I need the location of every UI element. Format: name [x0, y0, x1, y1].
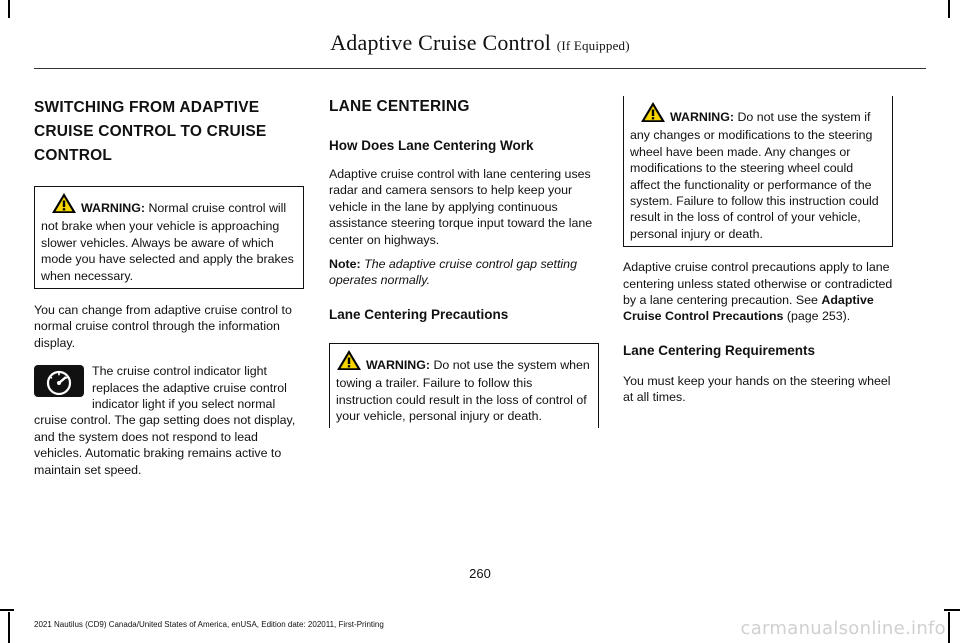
column-middle	[329, 96, 599, 428]
section-heading: LANE CENTERING	[329, 98, 470, 115]
cross-reference-link[interactable]: Adaptive Cruise Control Precautions	[623, 293, 874, 324]
section-heading: SWITCHING FROM ADAPTIVE CRUISE CONTROL TO CRUISE CONTROL	[34, 99, 267, 164]
warning-box	[329, 343, 599, 429]
warning-triangle-icon	[640, 101, 666, 127]
page-reference: (page 253).	[786, 309, 851, 324]
paragraph: The cruise control indicator light replaces the adaptive cruise control indicator light if you select normal cruise control. The gap setting does not display, and the system does not respond to lead vehicles. Automatic braking remains active to maintain set speed.	[34, 364, 296, 477]
crop-mark	[948, 612, 950, 643]
crop-mark	[948, 0, 950, 18]
paragraph: You must keep your hands on the steering wheel at all times.	[623, 373, 891, 405]
warning-paragraph	[630, 101, 886, 242]
warning-paragraph	[336, 349, 592, 425]
warning-box	[623, 96, 893, 247]
warning-triangle-icon	[336, 349, 362, 375]
page-title	[330, 30, 630, 55]
warning-triangle-icon	[51, 192, 77, 218]
warning-text: Do not use the system if any changes or modifications to the steering wheel have been made. Any changes or modifications to the steering wheel could affect the functionality or performance of the system. Failure to follow this instruction could result in the loss of control of your vehicle, personal injury or death.	[630, 110, 879, 241]
warning-paragraph	[41, 192, 297, 284]
page-header	[34, 30, 926, 56]
paragraph: Adaptive cruise control with lane centering uses radar and camera sensors to help keep your vehicle in the lane by applying continuous assistance steering torque input toward the lane center on highways.	[329, 167, 593, 247]
warning-label: WARNING:	[366, 357, 431, 372]
crop-mark	[8, 0, 10, 18]
warning-label: WARNING:	[670, 110, 735, 124]
warning-box	[34, 186, 304, 289]
note-label: Note:	[329, 257, 361, 272]
crop-mark	[944, 609, 960, 611]
subsection-heading: How Does Lane Centering Work	[329, 138, 534, 153]
cruise-control-indicator-icon	[34, 365, 84, 397]
warning-text: Do not use the system when towing a trailer. Failure to follow this instruction could result in the loss of control of your vehicle, personal injury or death.	[336, 357, 590, 424]
page-number: 260	[469, 566, 491, 581]
header-divider	[34, 68, 926, 69]
warning-text: Normal cruise control will not brake when your vehicle is approaching slower vehicles. Always be aware of which mode you have selected and apply the brakes when necessary.	[41, 201, 294, 283]
paragraph-text: Adaptive cruise control precautions apply to lane centering unless stated otherwise or contradicted by a lane centering precaution. See	[623, 260, 893, 308]
crop-mark	[0, 609, 14, 611]
watermark: carmanualsonline.info	[740, 618, 946, 639]
page-title-suffix: (If Equipped)	[556, 38, 630, 53]
footer-edition-info: 2021 Nautilus (CD9) Canada/United States of America, enUSA, Edition date: 202011, First-Printing	[34, 620, 384, 629]
warning-label: WARNING:	[81, 201, 146, 215]
indicator-paragraph-block	[34, 363, 304, 478]
column-right	[623, 96, 893, 406]
paragraph: You can change from adaptive cruise control to normal cruise control through the information display.	[34, 303, 292, 350]
crop-mark	[8, 612, 10, 643]
note-paragraph	[329, 256, 599, 289]
column-left	[34, 96, 304, 478]
page-title-text: Adaptive Cruise Control	[330, 30, 552, 55]
note-text: The adaptive cruise control gap setting operates normally.	[329, 257, 577, 288]
subsection-heading: Lane Centering Requirements	[623, 342, 816, 358]
subsection-heading: Lane Centering Precautions	[329, 306, 509, 322]
paragraph	[623, 259, 893, 325]
